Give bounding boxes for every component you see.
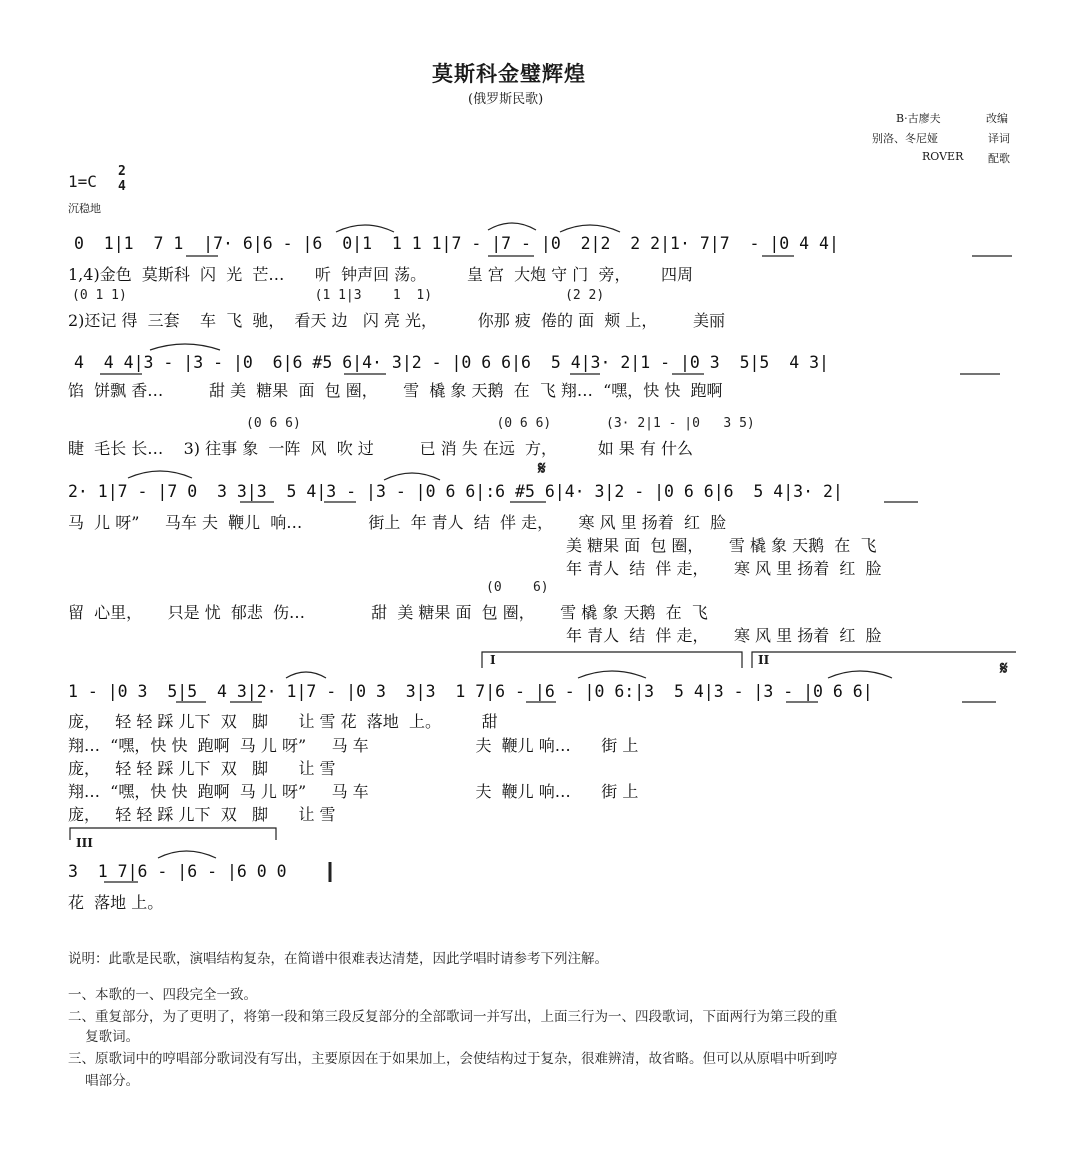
volta-1-bracket bbox=[482, 652, 742, 668]
lyrics-row-2-verse-2: 睫 毛长 长… 3) 往事 象 一阵 风 吹 过 已 消 失 在远 方， 如 果 有 什么 bbox=[68, 439, 693, 458]
slur bbox=[150, 344, 220, 350]
slur bbox=[384, 473, 440, 480]
slur bbox=[488, 223, 536, 230]
notes-row-2-variant: (0 6 6) (0 6 6) (3· 2|1 - |0 3 5) bbox=[246, 416, 755, 431]
key-signature: 1=C bbox=[68, 172, 97, 191]
volta-2-label: II bbox=[758, 653, 770, 667]
lyrics-row-4-line-1: 庞， 轻 轻 踩 儿下 双 脚 让 雪 花 落地 上。 甜 bbox=[68, 712, 498, 731]
slur bbox=[158, 851, 216, 858]
slur bbox=[128, 471, 192, 478]
slur bbox=[560, 225, 620, 232]
notes-row-5: 3 1 7|6 - |6 - |6 0 0 bbox=[68, 862, 287, 881]
volta-1-label: I bbox=[490, 653, 496, 667]
notes-item-3: 三、原歌词中的哼唱部分歌词没有写出，主要原因在于如果加上，会使结构过于复杂，很难辨清，故省略。但可以从原唱中听到哼 bbox=[68, 1051, 838, 1067]
credit-arranger-role: 改编 bbox=[986, 112, 1008, 125]
segno-icon: 𝄋 bbox=[1000, 658, 1008, 679]
credit-translator-name: 别洛、冬尼娅 bbox=[872, 132, 938, 145]
notes-item-3-cont: 唱部分。 bbox=[68, 1073, 140, 1089]
lyrics-row-3-line-1: 马 儿 呀” 马车 夫 鞭儿 响… 街上 年 青人 结 伴 走， 寒 风 里 扬着 红 脸 bbox=[68, 513, 727, 532]
notes-row-3: 2· 1|7 - |7 0 3 3|3 5 4|3 - |3 - |0 6 6|:6 #5 6|4· 3|2 - |0 6 6|6 5 4|3· 2| bbox=[68, 482, 843, 501]
credit-translator-role: 译词 bbox=[988, 132, 1010, 145]
slur bbox=[336, 225, 394, 232]
lyrics-row-4-line-3: 庞， 轻 轻 踩 儿下 双 脚 让 雪 bbox=[68, 759, 336, 778]
volta-2-bracket bbox=[752, 652, 1016, 668]
notes-row-4: 1 - |0 3 5|5 4 3|2· 1|7 - |0 3 3|3 1 7|6 - |6 - |0 6:|3 5 4|3 - |3 - |0 6 6| bbox=[68, 682, 873, 701]
lyrics-row-3-line-3: 年 青人 结 伴 走， 寒 风 里 扬着 红 脸 bbox=[566, 559, 882, 578]
notes-intro: 说明：此歌是民歌，演唱结构复杂，在简谱中很难表达清楚，因此学唱时请参考下列注解。 bbox=[68, 951, 608, 967]
volta-3-bracket bbox=[70, 828, 276, 840]
credit-arranger-name: B·古廖夫 bbox=[896, 112, 941, 125]
song-subtitle: (俄罗斯民歌) bbox=[468, 92, 544, 107]
lyrics-row-5: 花 落地 上。 bbox=[68, 893, 164, 912]
notes-item-2-cont: 复歌词。 bbox=[68, 1029, 140, 1045]
lyrics-row-1-verse-2: 2)还记 得 三套 车 飞 驰， 看天 边 闪 亮 光， 你那 疲 倦的 面 颊 上， 美丽 bbox=[68, 311, 725, 330]
credit-lyricist-role: 配歌 bbox=[988, 152, 1010, 165]
lyrics-row-3-line-4: 留 心里， 只是 忧 郁悲 伤… 甜 美 糖果 面 包 圈， 雪 橇 象 天鹅 在 飞 bbox=[68, 603, 708, 622]
tempo-marking: 沉稳地 bbox=[68, 202, 101, 215]
segno-icon: 𝄋 bbox=[538, 458, 546, 479]
time-signature-bottom: 4 bbox=[118, 179, 126, 194]
lyrics-row-4-line-5: 庞， 轻 轻 踩 儿下 双 脚 让 雪 bbox=[68, 805, 336, 824]
slur bbox=[578, 671, 646, 678]
lyrics-row-3-line-2: 美 糖果 面 包 圈， 雪 橇 象 天鹅 在 飞 bbox=[566, 536, 877, 555]
song-title: 莫斯科金璧辉煌 bbox=[432, 62, 586, 86]
lyrics-row-4-line-2: 翔… “嘿，快 快 跑啊 马 儿 呀” 马 车 夫 鞭儿 响… 街 上 bbox=[68, 736, 639, 755]
slur bbox=[286, 672, 326, 678]
notes-item-2: 二、重复部分，为了更明了，将第一段和第三段反复部分的全部歌词一并写出，上面三行为一、四段歌词，下面两行为第三段的重 bbox=[68, 1009, 838, 1025]
lyrics-row-3-line-5: 年 青人 结 伴 走， 寒 风 里 扬着 红 脸 bbox=[566, 626, 882, 645]
lyrics-row-4-line-4: 翔… “嘿，快 快 跑啊 马 儿 呀” 马 车 夫 鞭儿 响… 街 上 bbox=[68, 782, 639, 801]
notes-row-3-variant: (0 6) bbox=[486, 580, 549, 595]
lyrics-row-2-verse-1: 馅 饼飘 香… 甜 美 糖果 面 包 圈， 雪 橇 象 天鹅 在 飞 翔… “嘿，快 快 跑啊 bbox=[68, 381, 723, 400]
credit-lyricist-name: ROVER bbox=[922, 150, 964, 163]
notes-row-2: 4 4 4|3 - |3 - |0 6|6 #5 6|4· 3|2 - |0 6 6|6 5 4|3· 2|1 - |0 3 5|5 4 3| bbox=[74, 353, 829, 372]
volta-3-label: III bbox=[76, 836, 93, 850]
lyrics-row-1-verse-1: 1,4)金色 莫斯科 闪 光 芒… 听 钟声回 荡。 皇 宫 大炮 守 门 旁， 四周 bbox=[68, 265, 693, 284]
notes-item-1: 一、本歌的一、四段完全一致。 bbox=[68, 987, 257, 1003]
notes-row-1-variant: (0 1 1) (1 1|3 1 1) (2 2) bbox=[72, 288, 605, 303]
notes-row-1: 0 1|1 7 1 |7· 6|6 - |6 0|1 1 1 1|7 - |7 - |0 2|2 2 2|1· 7|7 - |0 4 4| bbox=[74, 234, 839, 253]
slur bbox=[828, 671, 892, 678]
time-signature-top: 2 bbox=[118, 164, 126, 179]
